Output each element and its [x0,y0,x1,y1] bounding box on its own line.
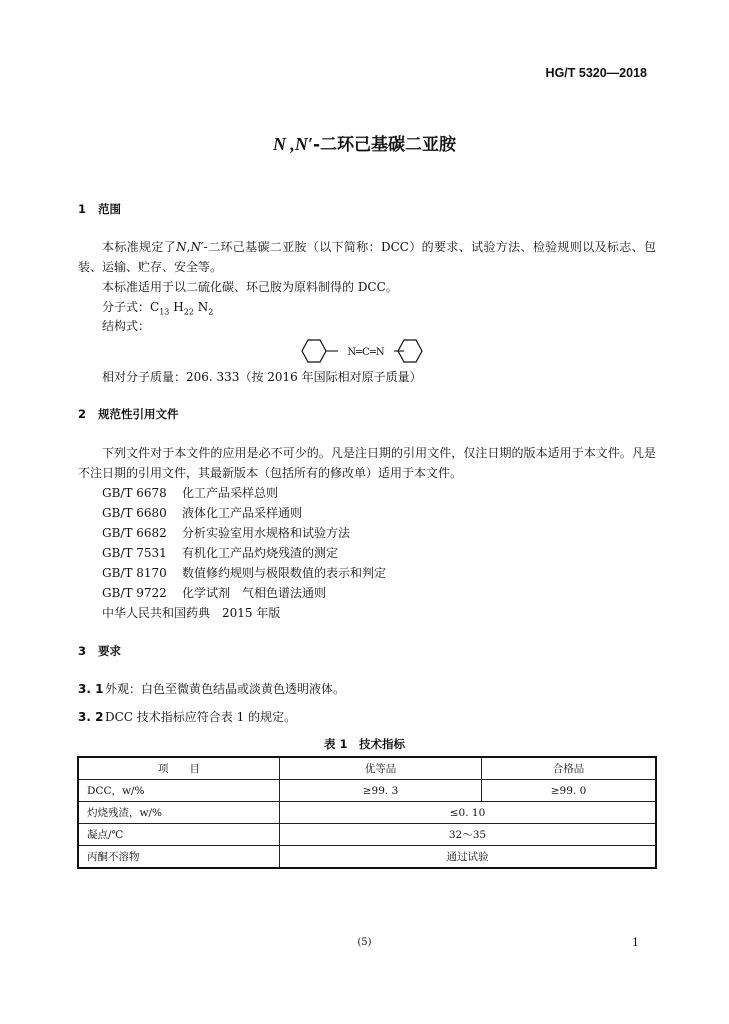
table-row [78,802,656,824]
reference-item [102,583,326,603]
row-value: 通过试验 [280,846,657,869]
molecular-mass: 相对分子质量：206. 333（按 2016 年国际相对原子质量） [102,370,422,384]
requirement-3-2 [78,707,296,727]
clause-text: DCC 技术指标应符合表 1 的规定。 [105,710,297,724]
reference-code: GB/T 7531 [102,546,167,560]
italic-text: N [176,240,187,254]
header-superior: 优等品 [280,757,482,780]
section-number: 2 [78,407,87,421]
table-row [78,824,656,846]
subscript: 22 [183,307,194,317]
table-header-row [78,757,656,780]
reference-title: 数值修约规则与极限数值的表示和判定 [182,566,387,580]
table-row [78,780,656,802]
reference-item [102,543,338,563]
element-c: C [150,300,160,314]
formula [150,300,214,317]
cyclohexane-ring-left [302,340,326,362]
structure-label: 结构式： [102,319,151,333]
requirement-3-1 [78,679,345,699]
reference-title: 液体化工产品采样通则 [182,506,303,520]
document-title [0,130,729,155]
clause-number: 3. 1 [78,682,104,696]
reference-item [102,503,302,523]
text: , [186,240,191,254]
table-row [78,846,656,869]
carbodiimide-text: N═C═N [347,347,385,358]
section-title: 规范性引用文件 [98,407,179,421]
reference-title: 化学试剂 气相色谱法通则 [182,586,327,600]
reference-title: 化工产品采样总则 [182,486,279,500]
reference-title: 分析实验室用水规格和试验方法 [182,526,351,540]
row-superior: ≥99. 3 [280,780,482,802]
row-item: DCC，w/% [78,780,280,802]
reference-code: GB/T 6682 [102,526,167,540]
title-prefix: N ,N′ [272,134,313,154]
subscript: 2 [208,307,214,317]
reference-item [102,563,386,583]
standard-code: HG/T 5320—2018 [545,66,647,80]
section-title: 范围 [98,202,121,216]
section-title: 要求 [98,644,121,658]
table-caption: 表 1 技术指标 [323,737,405,751]
subscript: 13 [159,307,170,317]
title-suffix: -二环己基碳二亚胺 [313,135,457,155]
references-intro: 下列文件对于本文件的应用是必不可少的。凡是注日期的引用文件，仅注日期的版本适用于本文件。凡是不注日期的引用文件，其最新版本（包括所有的修改单）适用于本文件。 [78,446,656,480]
clause-text: 外观：白色至微黄色结晶或淡黄色透明液体。 [105,682,346,696]
reference-code: GB/T 9722 [102,586,167,600]
text: -二环己基碳二亚胺（以下简称：DCC）的要求、试验方法、检验规则以及标志、包装、运输、贮存、安全等。 [78,240,656,274]
reference-code: GB/T 6680 [102,506,167,520]
reference-pharmacopoeia: 中华人民共和国药典 2015 年版 [102,606,281,620]
page-label: (5) [357,937,372,948]
element-n: N [197,300,209,314]
specification-table [77,756,657,869]
header-qualified: 合格品 [482,757,657,780]
reference-item [102,483,278,503]
italic-text: N′ [190,240,204,254]
element-h: H [173,300,184,314]
row-item: 丙酮不溶物 [78,846,280,869]
row-qualified: ≥99. 0 [482,780,657,802]
row-item: 凝点/℃ [78,824,280,846]
section-3-heading [78,643,121,659]
row-value: ≤0. 10 [280,802,657,824]
formula-label: 分子式： [102,300,151,314]
page-number: 1 [632,936,639,949]
section-number: 1 [78,202,87,216]
reference-code: GB/T 6678 [102,486,167,500]
text: 本标准规定了 [102,240,177,254]
clause-number: 3. 2 [78,710,104,724]
row-value: 32～35 [280,824,657,846]
reference-item [102,523,350,543]
header-item: 项 目 [78,757,280,780]
section-number: 3 [78,644,87,658]
section-1-heading [78,201,121,217]
scope-paragraph-2: 本标准适用于以二硫化碳、环己胺为原料制得的 DCC。 [102,280,398,294]
row-item: 灼烧残渣，w/% [78,802,280,824]
structural-formula-diagram [300,336,430,366]
reference-title: 有机化工产品灼烧残渣的测定 [182,546,339,560]
reference-code: GB/T 8170 [102,566,167,580]
section-2-heading [78,406,179,422]
scope-paragraph-1 [78,237,656,277]
